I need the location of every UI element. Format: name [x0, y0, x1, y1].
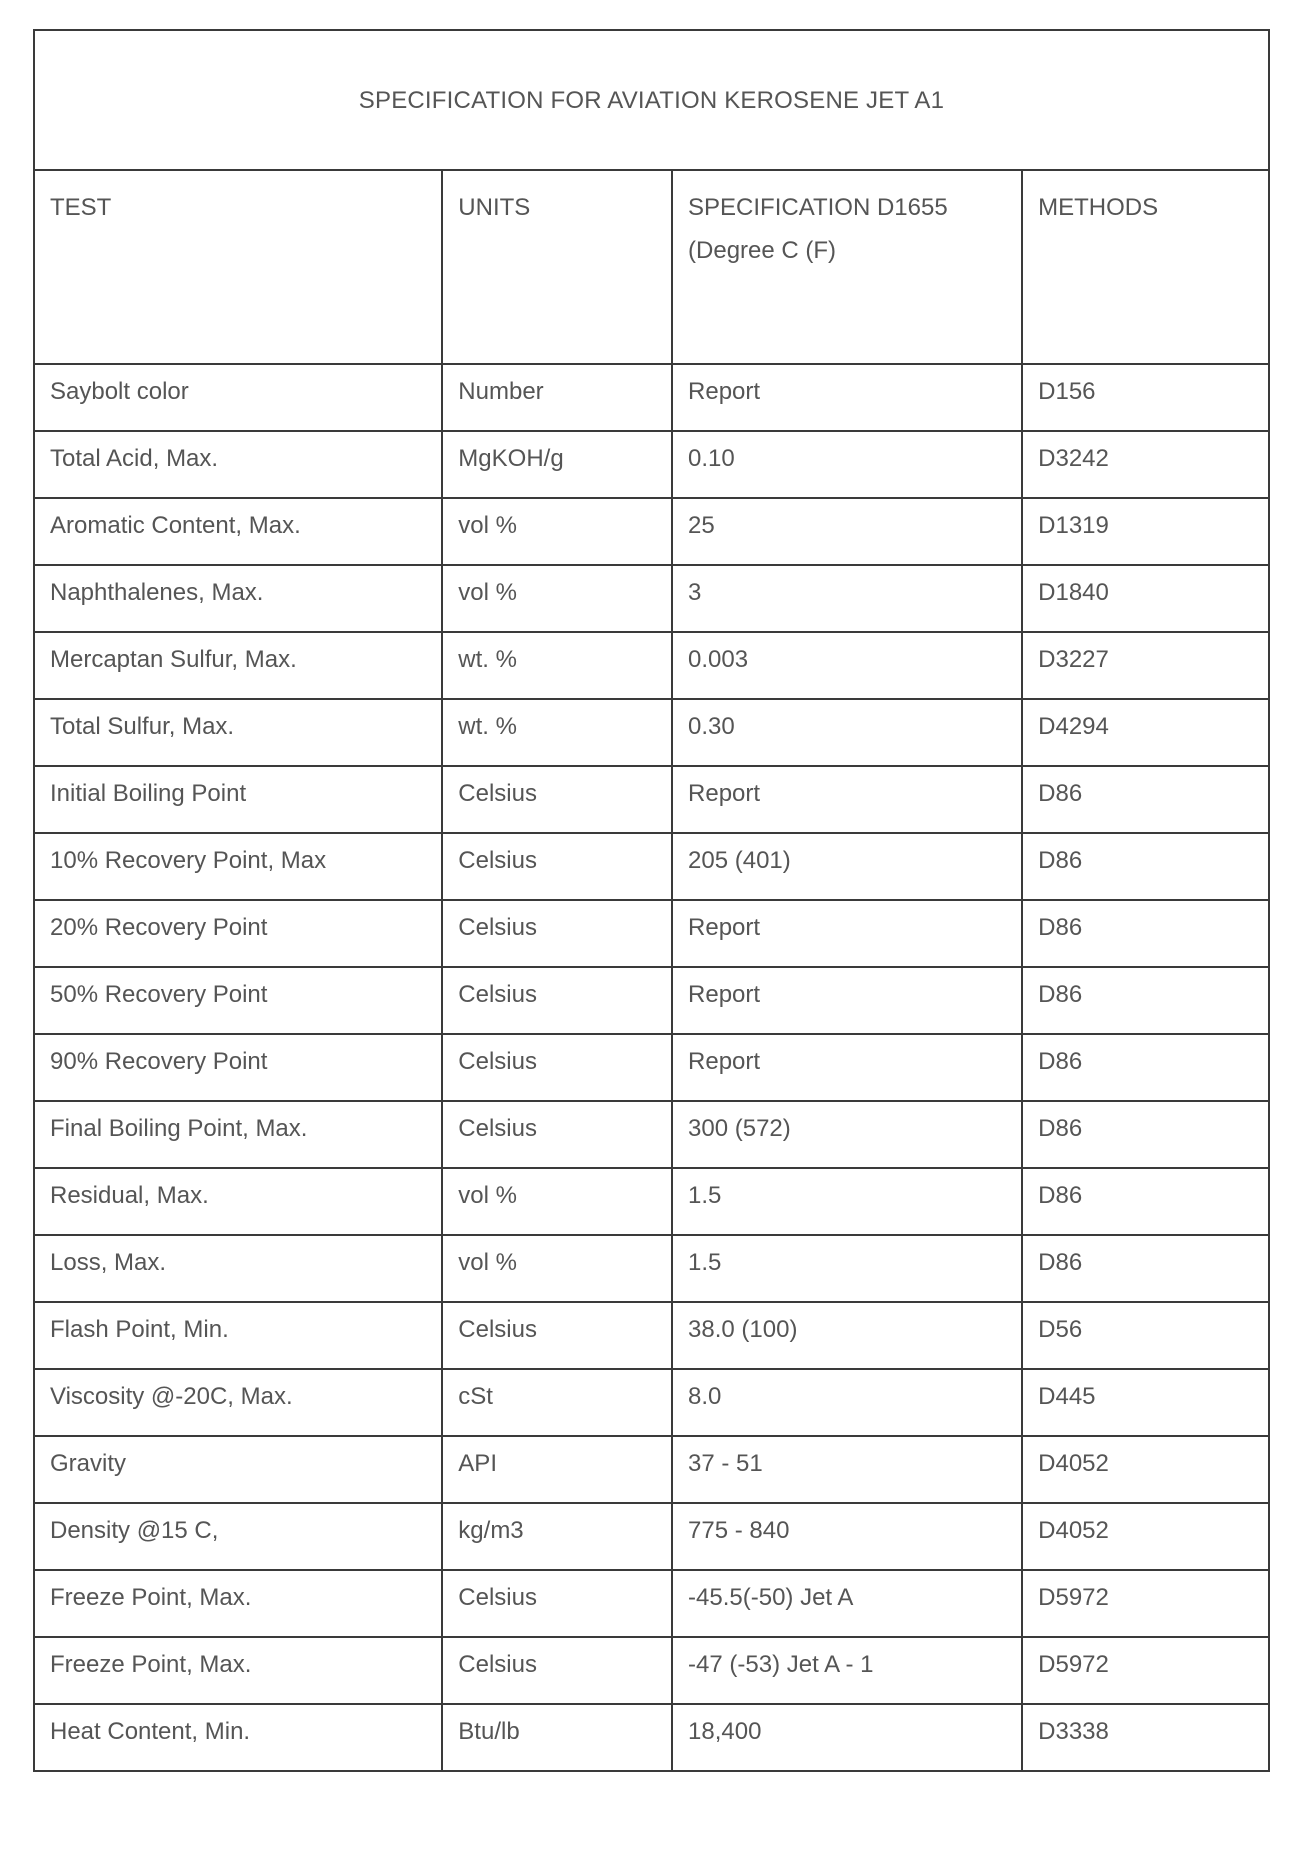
cell-method: D1319	[1022, 498, 1269, 565]
cell-test: Aromatic Content, Max.	[34, 498, 442, 565]
cell-test: 10% Recovery Point, Max	[34, 833, 442, 900]
cell-method: D86	[1022, 900, 1269, 967]
cell-units: Celsius	[442, 967, 672, 1034]
header-methods	[1022, 170, 1269, 364]
cell-method: D86	[1022, 766, 1269, 833]
table-row	[34, 967, 1269, 1034]
cell-spec: -45.5(-50) Jet A	[672, 1570, 1022, 1637]
cell-units: Celsius	[442, 1302, 672, 1369]
header-test	[34, 170, 442, 364]
cell-test: 50% Recovery Point	[34, 967, 442, 1034]
table-row	[34, 1101, 1269, 1168]
table-row	[34, 1436, 1269, 1503]
header-units-label: UNITS	[458, 194, 531, 221]
table-row	[34, 699, 1269, 766]
cell-method: D86	[1022, 1101, 1269, 1168]
cell-spec: 25	[672, 498, 1022, 565]
specification-table	[33, 29, 1270, 1772]
cell-test: 90% Recovery Point	[34, 1034, 442, 1101]
cell-units: Btu/lb	[442, 1704, 672, 1771]
cell-test: Saybolt color	[34, 364, 442, 431]
header-specification	[672, 170, 1022, 364]
header-units	[442, 170, 672, 364]
title-row	[34, 30, 1269, 170]
cell-method: D4052	[1022, 1503, 1269, 1570]
header-test-label: TEST	[50, 194, 112, 221]
cell-test: Total Sulfur, Max.	[34, 699, 442, 766]
cell-units: Celsius	[442, 833, 672, 900]
cell-test: Gravity	[34, 1436, 442, 1503]
cell-test: Final Boiling Point, Max.	[34, 1101, 442, 1168]
cell-spec: 8.0	[672, 1369, 1022, 1436]
cell-spec: 3	[672, 565, 1022, 632]
cell-units: Celsius	[442, 900, 672, 967]
cell-units: Celsius	[442, 766, 672, 833]
cell-method: D4294	[1022, 699, 1269, 766]
cell-units: wt. %	[442, 632, 672, 699]
table-row	[34, 1034, 1269, 1101]
cell-test: Total Acid, Max.	[34, 431, 442, 498]
cell-spec: 18,400	[672, 1704, 1022, 1771]
table-row	[34, 364, 1269, 431]
cell-units: cSt	[442, 1369, 672, 1436]
cell-spec: 775 - 840	[672, 1503, 1022, 1570]
cell-method: D86	[1022, 833, 1269, 900]
header-row	[34, 170, 1269, 364]
cell-units: Celsius	[442, 1570, 672, 1637]
cell-test: Residual, Max.	[34, 1168, 442, 1235]
table-row	[34, 1637, 1269, 1704]
table-row	[34, 498, 1269, 565]
table-row	[34, 1369, 1269, 1436]
table-row	[34, 632, 1269, 699]
header-spec-line2: (Degree C (F)	[688, 237, 837, 264]
cell-test: Initial Boiling Point	[34, 766, 442, 833]
cell-method: D3338	[1022, 1704, 1269, 1771]
cell-units: vol %	[442, 498, 672, 565]
cell-spec: Report	[672, 364, 1022, 431]
cell-test: Naphthalenes, Max.	[34, 565, 442, 632]
table-row	[34, 1704, 1269, 1771]
cell-method: D3242	[1022, 431, 1269, 498]
cell-method: D5972	[1022, 1570, 1269, 1637]
cell-test: 20% Recovery Point	[34, 900, 442, 967]
cell-spec: 0.30	[672, 699, 1022, 766]
cell-test: Loss, Max.	[34, 1235, 442, 1302]
cell-spec: Report	[672, 766, 1022, 833]
cell-method: D86	[1022, 967, 1269, 1034]
cell-spec: 1.5	[672, 1168, 1022, 1235]
cell-test: Viscosity @-20C, Max.	[34, 1369, 442, 1436]
cell-test: Freeze Point, Max.	[34, 1570, 442, 1637]
cell-method: D445	[1022, 1369, 1269, 1436]
cell-method: D56	[1022, 1302, 1269, 1369]
cell-units: vol %	[442, 1168, 672, 1235]
cell-method: D4052	[1022, 1436, 1269, 1503]
table-row	[34, 1503, 1269, 1570]
cell-method: D3227	[1022, 632, 1269, 699]
cell-test: Flash Point, Min.	[34, 1302, 442, 1369]
cell-method: D86	[1022, 1235, 1269, 1302]
header-methods-label: METHODS	[1038, 194, 1159, 221]
cell-test: Freeze Point, Max.	[34, 1637, 442, 1704]
cell-spec: 300 (572)	[672, 1101, 1022, 1168]
table-title-cell	[34, 30, 1269, 170]
cell-units: API	[442, 1436, 672, 1503]
cell-method: D1840	[1022, 565, 1269, 632]
cell-units: wt. %	[442, 699, 672, 766]
cell-units: kg/m3	[442, 1503, 672, 1570]
cell-method: D5972	[1022, 1637, 1269, 1704]
cell-units: MgKOH/g	[442, 431, 672, 498]
cell-method: D156	[1022, 364, 1269, 431]
cell-spec: Report	[672, 967, 1022, 1034]
cell-spec: 0.003	[672, 632, 1022, 699]
table-row	[34, 900, 1269, 967]
cell-spec: 0.10	[672, 431, 1022, 498]
cell-method: D86	[1022, 1034, 1269, 1101]
cell-test: Density @15 C,	[34, 1503, 442, 1570]
cell-spec: -47 (-53) Jet A - 1	[672, 1637, 1022, 1704]
cell-spec: Report	[672, 900, 1022, 967]
table-row	[34, 1302, 1269, 1369]
cell-spec: 205 (401)	[672, 833, 1022, 900]
cell-units: Celsius	[442, 1034, 672, 1101]
cell-spec: 37 - 51	[672, 1436, 1022, 1503]
cell-units: vol %	[442, 1235, 672, 1302]
cell-spec: 1.5	[672, 1235, 1022, 1302]
cell-units: Celsius	[442, 1637, 672, 1704]
cell-units: Number	[442, 364, 672, 431]
table-row	[34, 431, 1269, 498]
cell-method: D86	[1022, 1168, 1269, 1235]
cell-spec: 38.0 (100)	[672, 1302, 1022, 1369]
cell-test: Heat Content, Min.	[34, 1704, 442, 1771]
table-title: SPECIFICATION FOR AVIATION KEROSENE JET A1	[358, 86, 945, 114]
table-row	[34, 565, 1269, 632]
table-row	[34, 833, 1269, 900]
table-row	[34, 766, 1269, 833]
header-spec-line1: SPECIFICATION D1655	[688, 194, 948, 221]
cell-units: Celsius	[442, 1101, 672, 1168]
table-row	[34, 1168, 1269, 1235]
cell-units: vol %	[442, 565, 672, 632]
table-row	[34, 1235, 1269, 1302]
cell-test: Mercaptan Sulfur, Max.	[34, 632, 442, 699]
cell-spec: Report	[672, 1034, 1022, 1101]
table-row	[34, 1570, 1269, 1637]
